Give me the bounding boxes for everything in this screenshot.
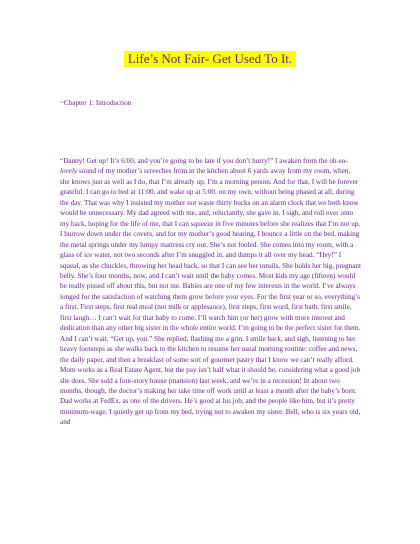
document-title: Life’s Not Fair- Get Used To It. [124,51,296,67]
paragraph-text-start: “Danny! Get up! It’s 6:00, and you’re going to be late if you don’t hurry!” I awaken from the oh-so- [60,157,348,165]
body-paragraph [60,156,361,428]
title-container [0,50,420,68]
paragraph-italic-word: lovely [60,167,78,176]
paragraph-text-rest: sound of my mother’s screeches from in the kitchen about 6 yards away from my room, when, she knows just as well as I do, that I’m already up. I’m a morning person. And for that, I will be forever grateful. I can go to bed at 11:00, and wake up at 5:00, on my own, without being phased at all, during the day. That was why I insisted my mother not waste thirty bucks on an alarm clock that we both know would be unnecessary. My dad agreed with me, and, reluctantly, she gave in. I sigh, and roll over onto my back, hoping for the life of me, that I can squeeze in five minutes before she realizes that I’m not up. I burrow down under the covers, and for my mother’s good hearing, I bounce a little on the bed, making the metal springs under my lumpy mattress cry out. She’s not fooled. She comes into my room, with a glass of ice water, not two seconds after I’m snuggled in, and dumps it all over my head. “Hey!” I squeal, as she chuckles, throwing her head back, so that I can see her tonsils. She holds her big, pregnant belly. She’s four months, now, and I can’t wait until the baby comes. Most kids my age (fifteen) would be really pissed off about this, but not me. Babies are one of my few interests in the world. I’ve always longed for the satisfaction of watching them grow before your eyes. For the first year or so, everything’s a first. First steps, first real meal (not milk or applesauce), first steps, first word, first bath, first smile, first laugh… I can’t wait for that baby to come. I’ll watch him (or her) grow with more interest and dedication than any other big sister in the whole entire world. I’m going to be the perfect sister for them. And I can’t wait. “Get up, you.” She replied, flashing me a grin. I smile back, and sigh, listening to her heavy footsteps as she walks back to the kitchen to resume her usual morning routine: coffee and news, the daily paper, and then a breakfast of some sort of gourmet pastry that I know we can’t really afford. Mom works as a Real Estate Agent, but the pay isn’t half what it should be, considering what a good job she does. She sold a four-story house (mansion) last week, and we’re in a recession! In about two months, though, the doctor’s making her take time off work until at least a month after the baby’s born. Dad works at FedEx, as one of the drivers. He’s good at his job, and the people like him, but it’s pretty minimum-wage. I quietly get up from my bed, trying not to awaken my sister. Bell, who is six years old, and [60,167,361,427]
chapter-heading: ~Chapter 1: Introduction [60,99,132,107]
